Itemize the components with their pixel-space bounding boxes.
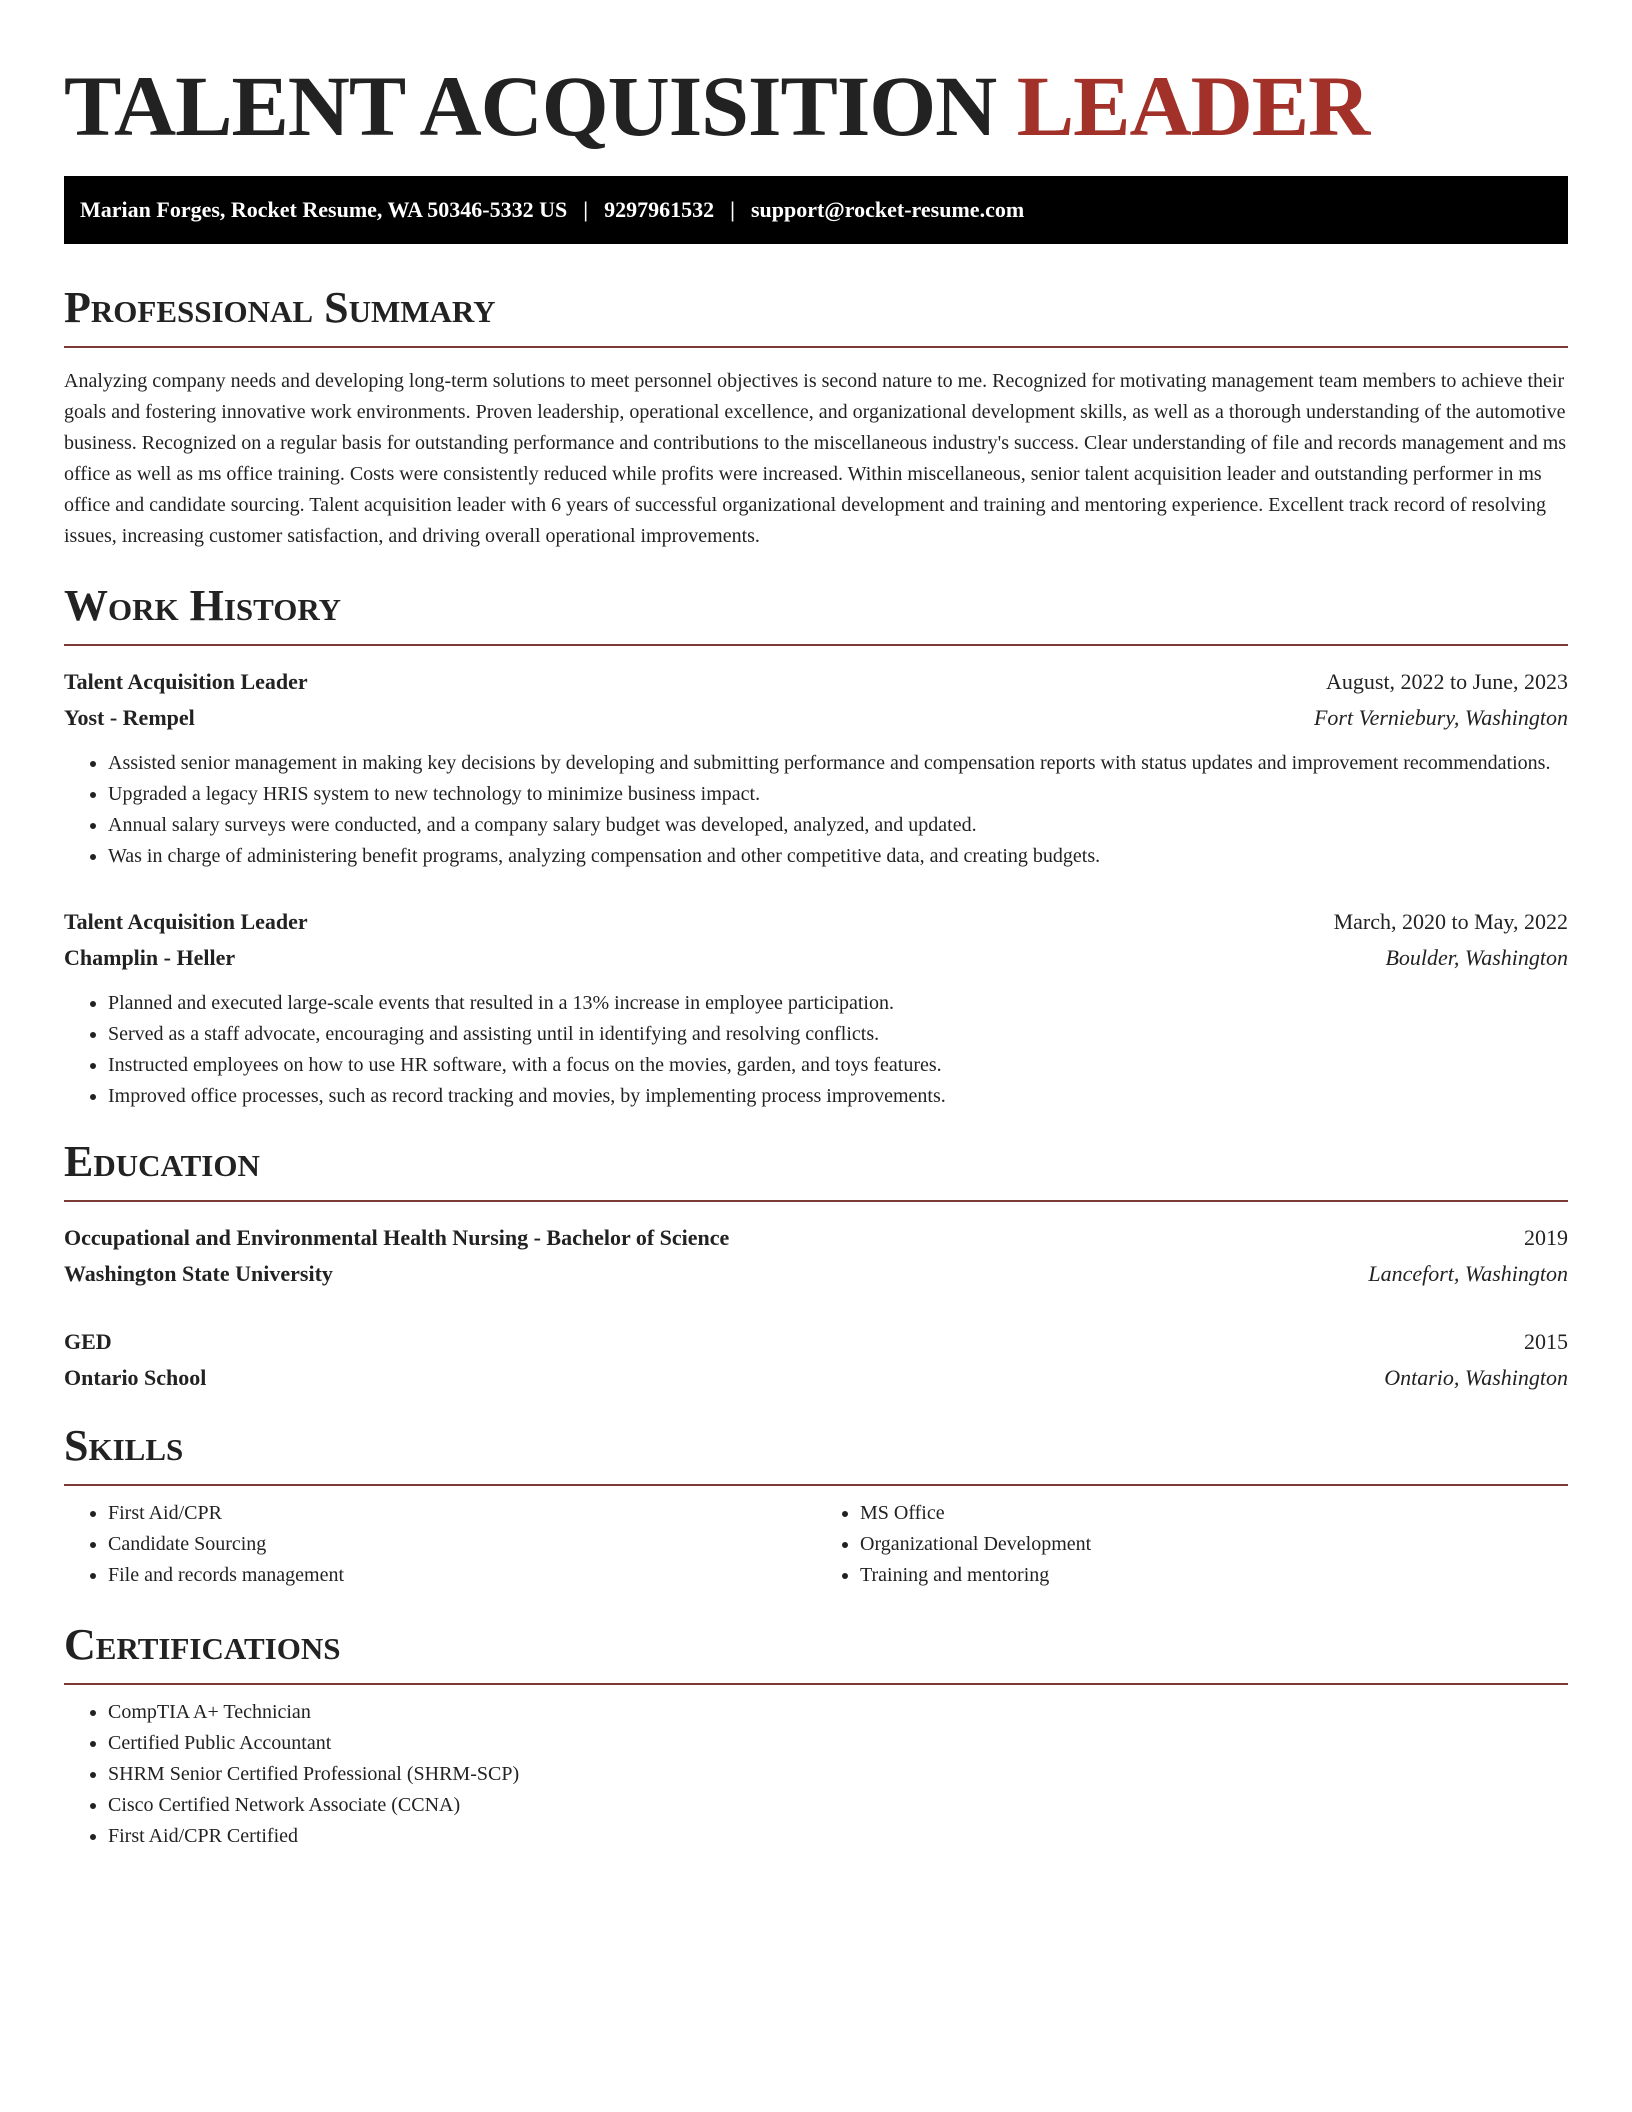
education-school: Washington State University bbox=[64, 1261, 333, 1286]
contact-separator: | bbox=[583, 197, 589, 222]
skills-list-right bbox=[816, 1498, 1568, 1591]
list-item: • Upgraded a legacy HRIS system to new technology to minimize business impact. bbox=[108, 779, 1568, 810]
job-company: Yost - Rempel bbox=[64, 705, 195, 730]
resume-title bbox=[64, 56, 1568, 156]
certifications-heading: Certifications bbox=[64, 1620, 341, 1669]
education-heading: Education bbox=[64, 1137, 260, 1186]
education-school-row bbox=[64, 1360, 1568, 1396]
job-dates: August, 2022 to June, 2023 bbox=[1326, 669, 1568, 694]
job-entry bbox=[64, 664, 1568, 872]
job-location: Fort Verniebury, Washington bbox=[1313, 705, 1568, 730]
work-history-section bbox=[64, 582, 1568, 1112]
education-school: Ontario School bbox=[64, 1365, 207, 1390]
education-entry bbox=[64, 1324, 1568, 1396]
skills-heading: Skills bbox=[64, 1421, 184, 1470]
list-item: • Was in charge of administering benefit programs, analyzing compensation and other competitive data, and creating budgets. bbox=[108, 841, 1568, 872]
list-item: • First Aid/CPR bbox=[108, 1498, 816, 1529]
list-item: • Improved office processes, such as record tracking and movies, by implementing process improvements. bbox=[108, 1081, 1568, 1112]
list-item: • Certified Public Accountant bbox=[108, 1728, 1568, 1759]
contact-separator: | bbox=[730, 197, 735, 222]
contact-bar bbox=[64, 176, 1568, 244]
list-item: • SHRM Senior Certified Professional (SHRM-SCP) bbox=[108, 1759, 1568, 1790]
list-item: • Organizational Development bbox=[860, 1529, 1568, 1560]
education-location: Ontario, Washington bbox=[1384, 1365, 1568, 1390]
section-divider bbox=[64, 1484, 1568, 1486]
skills-section bbox=[64, 1422, 1568, 1591]
education-entry bbox=[64, 1220, 1568, 1292]
list-item: • Candidate Sourcing bbox=[108, 1529, 816, 1560]
title-accent: LEADER bbox=[1016, 58, 1370, 154]
list-item: • MS Office bbox=[860, 1498, 1568, 1529]
education-section bbox=[64, 1138, 1568, 1396]
education-year: 2015 bbox=[1524, 1329, 1568, 1354]
list-item: • Training and mentoring bbox=[860, 1560, 1568, 1591]
certifications-list bbox=[64, 1697, 1568, 1852]
education-degree-row bbox=[64, 1220, 1568, 1256]
skills-grid bbox=[64, 1498, 1568, 1591]
contact-phone: 9297961532 bbox=[604, 197, 715, 222]
job-company-row bbox=[64, 940, 1568, 976]
job-role: Talent Acquisition Leader bbox=[64, 909, 308, 934]
list-item: • First Aid/CPR Certified bbox=[108, 1821, 1568, 1852]
job-header-row bbox=[64, 904, 1568, 940]
job-role: Talent Acquisition Leader bbox=[64, 669, 308, 694]
education-degree: GED bbox=[64, 1329, 112, 1354]
work-history-heading: Work History bbox=[64, 581, 342, 630]
education-degree-row bbox=[64, 1324, 1568, 1360]
certifications-section bbox=[64, 1621, 1568, 1852]
contact-address: Marian Forges, Rocket Resume, WA 50346-5332 US bbox=[80, 197, 568, 222]
list-item: • Cisco Certified Network Associate (CCNA) bbox=[108, 1790, 1568, 1821]
education-degree: Occupational and Environmental Health Nursing - Bachelor of Science bbox=[64, 1225, 730, 1250]
summary-text: Analyzing company needs and developing long-term solutions to meet personnel objectives is second nature to me. Recognized for motivating management team members to achieve their goals and fostering innovative work environments. Proven leadership, operational excellence, and organizational development skills, as well as a thorough understanding of the automotive business. Recognized on a regular basis for outstanding performance and contributions to the miscellaneous industry's success. Clear understanding of file and records management and ms office as well as ms office training. Costs were consistently reduced while profits were increased. Within miscellaneous, senior talent acquisition leader and outstanding performer in ms office and candidate sourcing. Talent acquisition leader with 6 years of successful organizational development and training and mentoring experience. Excellent track record of resolving issues, increasing customer satisfaction, and driving overall operational improvements. bbox=[64, 370, 1567, 547]
education-school-row bbox=[64, 1256, 1568, 1292]
list-item: • Served as a staff advocate, encouraging and assisting until in identifying and resolving conflicts. bbox=[108, 1019, 1568, 1050]
section-divider bbox=[64, 644, 1568, 646]
job-company: Champlin - Heller bbox=[64, 945, 236, 970]
job-company-row bbox=[64, 700, 1568, 736]
list-item: • File and records management bbox=[108, 1560, 816, 1591]
contact-email[interactable]: support@rocket-resume.com bbox=[750, 197, 1025, 222]
job-entry bbox=[64, 904, 1568, 1112]
summary-section bbox=[64, 284, 1568, 552]
section-divider bbox=[64, 346, 1568, 348]
list-item: • Instructed employees on how to use HR software, with a focus on the movies, garden, and toys features. bbox=[108, 1050, 1568, 1081]
list-item: • CompTIA A+ Technician bbox=[108, 1697, 1568, 1728]
education-year: 2019 bbox=[1524, 1225, 1568, 1250]
job-location: Boulder, Washington bbox=[1385, 945, 1568, 970]
list-item: • Assisted senior management in making key decisions by developing and submitting performance and compensation reports with status updates and improvement recommendations. bbox=[108, 748, 1568, 779]
education-location: Lancefort, Washington bbox=[1368, 1261, 1568, 1286]
job-bullets bbox=[64, 988, 1568, 1112]
list-item: • Annual salary surveys were conducted, and a company salary budget was developed, analyzed, and updated. bbox=[108, 810, 1568, 841]
title-main: TALENT ACQUISITION bbox=[64, 58, 997, 154]
summary-heading: Professional Summary bbox=[64, 283, 496, 332]
job-header-row bbox=[64, 664, 1568, 700]
job-dates: March, 2020 to May, 2022 bbox=[1333, 909, 1568, 934]
section-divider bbox=[64, 1683, 1568, 1685]
skills-list-left bbox=[64, 1498, 816, 1591]
list-item: • Planned and executed large-scale events that resulted in a 13% increase in employee participation. bbox=[108, 988, 1568, 1019]
job-bullets bbox=[64, 748, 1568, 872]
section-divider bbox=[64, 1200, 1568, 1202]
